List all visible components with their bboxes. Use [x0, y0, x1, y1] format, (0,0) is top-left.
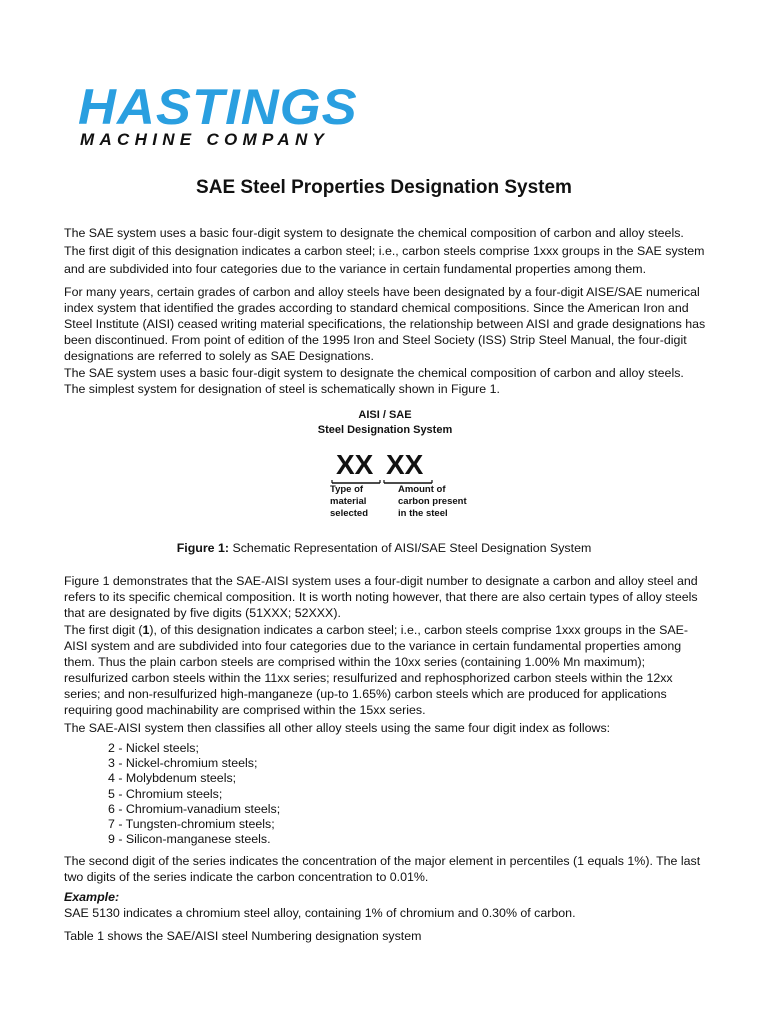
list-item: 9 - Silicon-manganese steels.	[108, 832, 271, 847]
figure-title-line2: Steel Designation System	[317, 424, 453, 436]
alloy-class-list	[108, 741, 280, 847]
figure-right-label-line: in the steel	[398, 508, 448, 519]
paragraph-example: SAE 5130 indicates a chromium steel alloy, containing 1% of chromium and 0.30% of carbon.	[64, 906, 576, 920]
list-item: 4 - Molybdenum steels;	[108, 771, 237, 786]
list-item: 6 - Chromium-vanadium steels;	[108, 801, 281, 816]
first-digit-bold: 1	[142, 623, 150, 637]
figure-left-label-line: Type of	[330, 484, 364, 495]
figure-right-digits: XX	[386, 449, 424, 480]
logo-wordmark: HASTINGS	[78, 79, 358, 135]
paragraph-table-ref: Table 1 shows the SAE/AISI steel Numbering designation system	[64, 929, 422, 943]
figure-left-digits: XX	[336, 449, 374, 480]
list-item: 3 - Nickel-chromium steels;	[108, 756, 258, 771]
figure-right-label-line: Amount of	[398, 484, 446, 495]
first-digit-text-post: ), of this designation indicates a carbon steel; i.e., carbon steels comprise 1xxx groups in the SAE-AISI system and are subdivided into four categories due to the variance in certain fundamental properties among them. Thus the plain carbon steels are comprised within the 10xx series (containing 1.00% Mn maximum); resulfurized carbon steels within the 11xx series; resulfurized and rephosphorized carbon steels within the 12xx series; and non-resulfurized high-manganeze (up-to 1.65%) carbon steels which are produced for applications requiring good machinability are comprised within the 15xx series.	[64, 623, 688, 717]
paragraph-figure-intro: The SAE system uses a basic four-digit system to designate the chemical composition of carbon and alloy steels. The simplest system for designation of steel is schematically shown in Figure 1.	[64, 366, 684, 396]
paragraph-second-digit: The second digit of the series indicates the concentration of the major element in percentiles (1 equals 1%). The last two digits of the series indicate the carbon concentration to 0.01%.	[64, 854, 701, 884]
figure-caption-label: Figure 1:	[176, 541, 230, 555]
list-item: 7 - Tungsten-chromium steels;	[108, 817, 275, 832]
figure-left-label	[330, 484, 368, 520]
figure-left-label-line: selected	[330, 508, 369, 519]
company-logo	[78, 79, 358, 156]
first-digit-text-pre: The first digit (	[64, 623, 143, 637]
list-item: 5 - Chromium steels;	[108, 786, 223, 801]
figure-right-label	[398, 484, 467, 520]
paragraph-intro: The SAE system uses a basic four-digit system to designate the chemical composition of carbon and alloy steels. The first digit of this designation indicates a carbon steel; i.e., carbon steels comprise 1xxx groups in the SAE system and are subdivided into four categories due to the variance in certain fundamental properties among them.	[64, 226, 705, 276]
figure-left-label-line: material	[330, 496, 367, 507]
logo-subtitle: MACHINE COMPANY	[80, 130, 330, 149]
designation-figure	[300, 404, 470, 528]
paragraph-first-digit	[64, 622, 708, 718]
figure-title-line1: AISI / SAE	[358, 409, 412, 421]
example-heading: Example:	[64, 890, 120, 904]
figure-caption	[0, 540, 768, 556]
paragraph-alloy-classes: The SAE-AISI system then classifies all other alloy steels using the same four digit index as follows:	[64, 721, 611, 735]
figure-caption-text: Schematic Representation of AISI/SAE Steel Designation System	[229, 541, 592, 555]
paragraph-figure-explanation: Figure 1 demonstrates that the SAE-AISI system uses a four-digit number to designate a carbon and alloy steel and refers to its specific chemical composition. It is worth noting however, that there are also certain types of alloy steels that are designated by five digits (51XXX; 52XXX).	[64, 574, 698, 620]
figure-right-label-line: carbon present	[398, 496, 467, 507]
paragraph-history: For many years, certain grades of carbon and alloy steels have been designated by a four-digit AISE/SAE numerical index system that identified the grades according to standard chemical compositions. Since the American Iron and Steel Institute (AISI) ceased writing material specifications, the relationship between AISI and grade designations has been discontinued. From point of edition of the 1995 Iron and Steel Society (ISS) Strip Steel Manual, the four-digit designations are referred to solely as SAE Designations.	[64, 285, 706, 363]
list-item: 2 - Nickel steels;	[108, 741, 199, 755]
page-title: SAE Steel Properties Designation System	[196, 177, 572, 198]
